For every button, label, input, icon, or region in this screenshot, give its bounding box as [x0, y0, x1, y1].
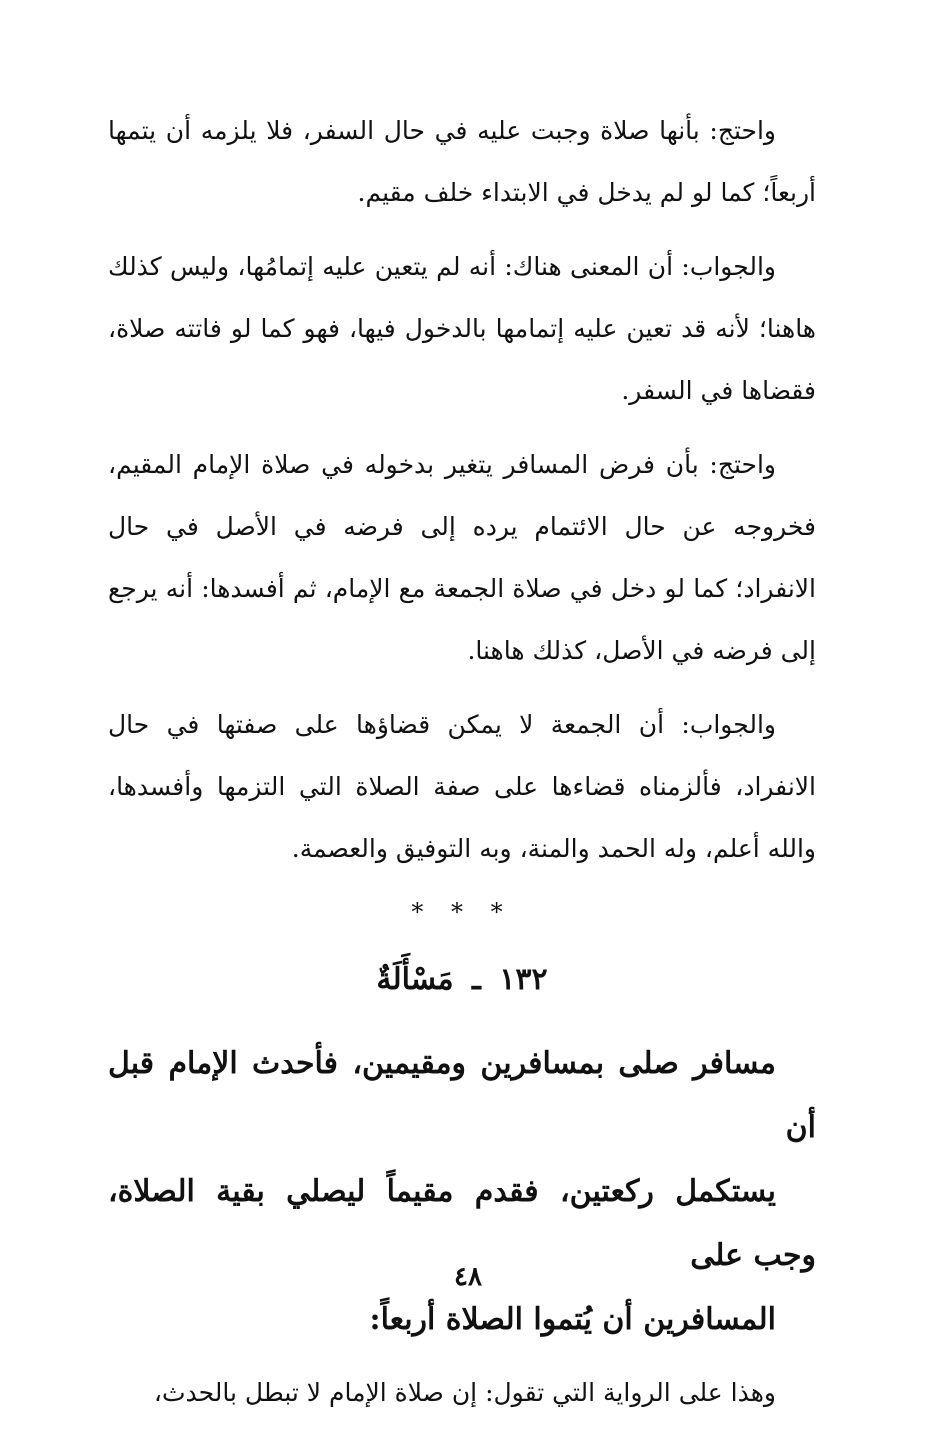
section-separator: * * * — [411, 898, 513, 926]
paragraph-response-1: والجواب: أن المعنى هناك: أنه لم يتعين عليه إتمامُها، وليس كذلك هاهنا؛ لأنه قد تعين عليه إتمامها بالدخول فيها، فهو كما لو فاتته صلاة، فقضاها في السفر. — [108, 252, 816, 405]
page-number: ٤٨ — [454, 1262, 482, 1292]
paragraph-argument-1: واحتج: بأنها صلاة وجبت عليه في حال السفر، فلا يلزمه أن يتمها أربعاً؛ كما لو لم يدخل في الابتداء خلف مقيم. — [108, 116, 816, 207]
question-line: المسافرين أن يُتموا الصلاة أربعاً: — [369, 1302, 776, 1337]
closing-paragraph: وهذا على الرواية التي تقول: إن صلاة الإمام لا تبطل بالحدث، — [153, 1378, 776, 1407]
paragraph-argument-2: واحتج: بأن فرض المسافر يتغير بدخوله في صلاة الإمام المقيم، فخروجه عن حال الائتمام يرده إلى فرضه في الأصل في حال الانفراد؛ كما لو دخل في صلاة الجمعة مع الإمام، ثم أفسدها: أنه يرجع إلى فرضه في الأصل، كذلك هاهنا. — [108, 450, 816, 665]
section-heading — [108, 950, 816, 1010]
section-number: ١٣٢ — [499, 962, 548, 997]
question-text — [108, 1032, 816, 1352]
question-line: يستكمل ركعتين، فقدم مقيماً ليصلي بقية الصلاة، وجب على — [108, 1174, 816, 1273]
section-title: مَسْأَلَةٌ — [376, 962, 454, 997]
page-body — [108, 100, 816, 1436]
section-dash: ـ — [472, 962, 481, 997]
paragraph-response-2: والجواب: أن الجمعة لا يمكن قضاؤها على صفتها في حال الانفراد، فألزمناه قضاءها على صفة الصلاة التي التزمها وأفسدها، والله أعلم، وله الحمد والمنة، وبه التوفيق والعصمة. — [108, 710, 816, 863]
question-line: مسافر صلى بمسافرين ومقيمين، فأحدث الإمام قبل أن — [108, 1046, 816, 1145]
